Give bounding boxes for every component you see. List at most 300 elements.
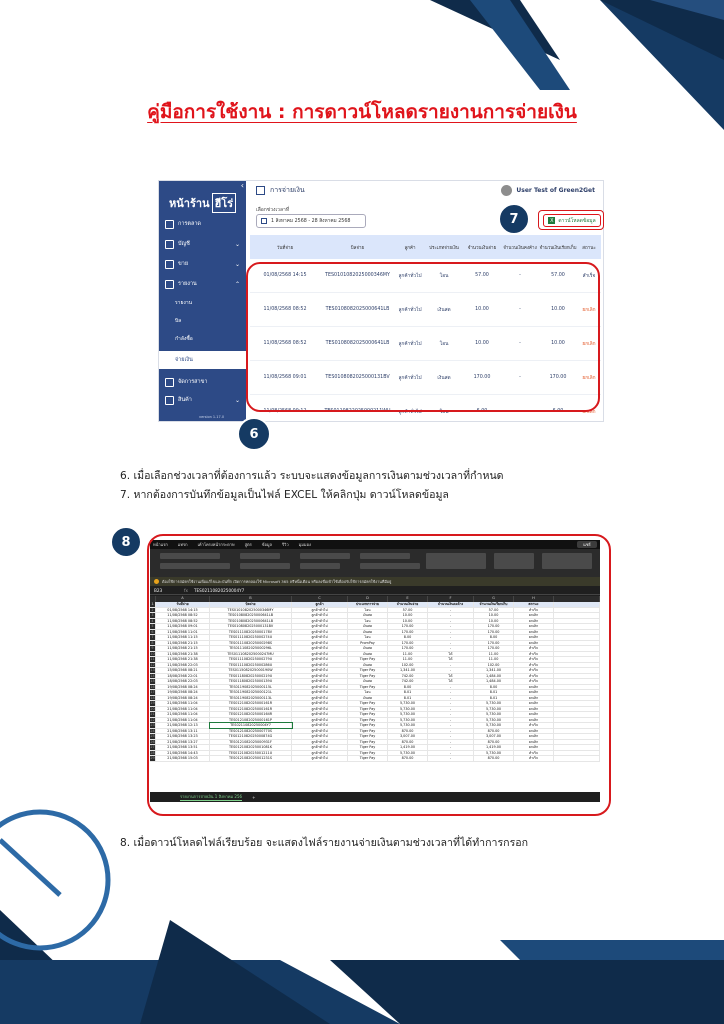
- sheet-cell[interactable]: -: [428, 740, 474, 745]
- sheet-cell[interactable]: ลูกค้าทั่วไป: [292, 734, 348, 739]
- sidebar-item-accounting[interactable]: บัญชี ⌄: [159, 233, 246, 255]
- sheet-cell[interactable]: 5,730.00: [388, 751, 428, 756]
- sheet-cell[interactable]: TES0121082025000161R: [210, 701, 292, 706]
- sheet-cell[interactable]: 11/08/2568 22:03: [156, 663, 210, 668]
- sheet-cell[interactable]: ลูกค้าทั่วไป: [292, 685, 348, 690]
- sheet-cell[interactable]: 870.00: [388, 729, 428, 734]
- sheet-cell[interactable]: 5,730.00: [388, 718, 428, 723]
- sheet-row[interactable]: 12 11/08/2568 22:03 TES0111082025000286U ลูกค้าทั่วไป เงินสด 102.00 - 102.00 สำเร็จ: [150, 663, 600, 669]
- sheet-cell[interactable]: TES0121082025001211U: [210, 751, 292, 756]
- sheet-cell[interactable]: 5,730.00: [388, 701, 428, 706]
- sheet-cell[interactable]: 11/08/2568 09:01: [156, 624, 210, 629]
- column-header[interactable]: จำนวนเงินเรียกเก็บ: [539, 245, 577, 251]
- sheet-cell[interactable]: ลูกค้าทั่วไป: [292, 740, 348, 745]
- sheet-cell[interactable]: ลูกค้าทั่วไป: [292, 696, 348, 701]
- sheet-cell[interactable]: ลูกค้าทั่วไป: [292, 630, 348, 635]
- sheet-cell[interactable]: 170.00: [474, 641, 514, 646]
- sheet-cell[interactable]: TES0121082025001081K: [210, 745, 292, 750]
- sheet-cell[interactable]: สำเร็จ: [514, 668, 554, 673]
- sheet-cell[interactable]: ลูกค้าทั่วไป: [292, 608, 348, 613]
- sheet-cell[interactable]: ยกเลิก: [514, 696, 554, 701]
- sheet-cell[interactable]: โอน: [348, 608, 388, 613]
- sheet-cell[interactable]: ยกเลิก: [514, 718, 554, 723]
- sheet-cell[interactable]: -: [428, 723, 474, 728]
- share-button[interactable]: แชร์: [577, 541, 597, 548]
- sheet-cell[interactable]: Tiger Pay: [348, 751, 388, 756]
- sheet-row[interactable]: 16 19/08/2568 08:24 TES0119082025000115L ลูกค้าทั่วไป Tiger Pay 8.00 - 8.00 ยกเลิก: [150, 685, 600, 691]
- sheet-cell[interactable]: -: [428, 630, 474, 635]
- sheet-cell[interactable]: 21/08/2568 11:04: [156, 718, 210, 723]
- sheet-cell[interactable]: ลูกค้าทั่วไป: [292, 674, 348, 679]
- sheet-row[interactable]: 10 11/08/2568 21:38 TES0111082025000247MU ลูกค้าทั่วไป เงินสด 11.00 ได้ 11.00 สำเร็จ: [150, 652, 600, 658]
- sidebar-item-marketing[interactable]: การตลาด: [159, 213, 246, 235]
- brand-logo: หน้าร้าน ฮีโร่: [169, 193, 236, 213]
- sheet-cell[interactable]: 5,730.00: [474, 701, 514, 706]
- sheet-cell[interactable]: Tiger Pay: [348, 723, 388, 728]
- sheet-row[interactable]: 25 21/08/2568 13:23 TES0121082025000874G ลูกค้าทั่วไป Tiger Pay 3,007.00 - 3,007.00 ยกเลิก: [150, 734, 600, 740]
- sheet-cell[interactable]: Tiger Pay: [348, 740, 388, 745]
- sheet-cell[interactable]: โอน: [348, 619, 388, 624]
- sheet-cell[interactable]: 11/08/2568 08:52: [156, 619, 210, 624]
- sheet-cell[interactable]: ยกเลิก: [514, 630, 554, 635]
- sheet-cell[interactable]: -: [428, 646, 474, 651]
- sheet-cell[interactable]: ลูกค้าทั่วไป: [292, 619, 348, 624]
- sheet-cell[interactable]: ยกเลิก: [514, 690, 554, 695]
- download-data-button[interactable]: X ดาวน์โหลดข้อมูล: [543, 214, 601, 227]
- sheet-cell[interactable]: 11.00: [388, 652, 428, 657]
- sheet-cell[interactable]: เงินสด: [348, 630, 388, 635]
- sheet-cell[interactable]: 5,730.00: [474, 707, 514, 712]
- page-title: คู่มือการใช้งาน : การดาวน์โหลดรายงานการจ่ายเงิน: [147, 101, 577, 123]
- sheet-cell[interactable]: 21/08/2568 13:11: [156, 729, 210, 734]
- sheet-cell[interactable]: ลูกค้าทั่วไป: [292, 756, 348, 761]
- sidebar-item-sales[interactable]: ขาย ⌄: [159, 253, 246, 275]
- sheet-cell[interactable]: -: [428, 624, 474, 629]
- sheet-cell[interactable]: เงินสด: [348, 663, 388, 668]
- sheet-cell[interactable]: 1,484.00: [474, 679, 514, 684]
- sheet-cell[interactable]: 8.01: [388, 690, 428, 695]
- sheet-cell[interactable]: 11/08/2568 21:15: [156, 646, 210, 651]
- sidebar-item-branches[interactable]: จัดการสาขา: [159, 371, 246, 393]
- sheet-cell[interactable]: 19/08/2568 08:24: [156, 685, 210, 690]
- sheet-cell[interactable]: สำเร็จ: [514, 657, 554, 662]
- sheet-cell[interactable]: สำเร็จ: [514, 608, 554, 613]
- sheet-cell[interactable]: 8.00: [388, 685, 428, 690]
- sheet-cell[interactable]: 10.00: [474, 613, 514, 618]
- sheet-row[interactable]: 8 11/08/2568 21:15 TES0111082025000298S ลูกค้าทั่วไป PromPay 170.00 - 170.00 ยกเลิก: [150, 641, 600, 647]
- sheet-cell[interactable]: ลูกค้าทั่วไป: [292, 718, 348, 723]
- sheet-cell[interactable]: ลูกค้าทั่วไป: [292, 751, 348, 756]
- sheet-cell[interactable]: TES0101082025000346MY: [210, 608, 292, 613]
- sheet-cell[interactable]: TES0108082025000641LB: [210, 619, 292, 624]
- sheet-cell[interactable]: 8.01: [474, 696, 514, 701]
- sheet-cell[interactable]: -: [428, 756, 474, 761]
- column-header[interactable]: จำนวนเงินจ่าย: [467, 245, 497, 251]
- sheet-row[interactable]: 20 21/08/2568 11:04 TES0121082025000161R ลูกค้าทั่วไป Tiger Pay 5,730.00 - 5,730.00 ยกเลิก: [150, 707, 600, 713]
- sheet-cell[interactable]: ยกเลิก: [514, 624, 554, 629]
- sheet-cell[interactable]: ลูกค้าทั่วไป: [292, 657, 348, 662]
- sheet-cell[interactable]: 8.00: [388, 635, 428, 640]
- sheet-cell[interactable]: TES0121082025000874G: [210, 734, 292, 739]
- sheet-cell[interactable]: 8.00: [474, 635, 514, 640]
- sheet-cell[interactable]: Tiger Pay: [348, 745, 388, 750]
- table-cell-status: สำเร็จ: [582, 273, 596, 279]
- sheet-cell[interactable]: TES0119082025000115L: [210, 685, 292, 690]
- table-cell-collect: 57.00: [551, 273, 565, 278]
- sheet-cell[interactable]: 170.00: [474, 624, 514, 629]
- sheet-cell[interactable]: 11.00: [474, 657, 514, 662]
- sheet-cell[interactable]: 10.00: [388, 619, 428, 624]
- sheet-row[interactable]: 21 21/08/2568 11:04 TES0121082025000164R ลูกค้าทั่วไป Tiger Pay 5,730.00 - 5,730.00 ยกเลิก: [150, 712, 600, 718]
- sheet-cell[interactable]: ลูกค้าทั่วไป: [292, 635, 348, 640]
- sheet-cell[interactable]: สำเร็จ: [514, 646, 554, 651]
- sheet-cell[interactable]: 170.00: [474, 630, 514, 635]
- sheet-cell[interactable]: 11/08/2568 21:15: [156, 641, 210, 646]
- sheet-row[interactable]: 19 21/08/2568 11:04 TES0121082025000161R ลูกค้าทั่วไป Tiger Pay 5,730.00 - 5,730.00 ยกเลิก: [150, 701, 600, 707]
- sheet-cell[interactable]: -: [428, 696, 474, 701]
- excel-menu-item[interactable]: ข้อมูล: [261, 542, 273, 547]
- sheet-cell[interactable]: TES0111082025000279U: [210, 657, 292, 662]
- sheet-cell[interactable]: TES0121082025000164R: [210, 712, 292, 717]
- sheet-cell[interactable]: -: [428, 707, 474, 712]
- sheet-cell[interactable]: TES0111082025000298S: [210, 641, 292, 646]
- sheet-row[interactable]: 24 21/08/2568 13:11 TES0121082025000770S ลูกค้าทั่วไป Tiger Pay 870.00 - 870.00 ยกเลิก: [150, 729, 600, 735]
- sheet-cell[interactable]: เงินสด: [348, 624, 388, 629]
- sheet-cell[interactable]: Tiger Pay: [348, 685, 388, 690]
- sheet-cell[interactable]: TES0121082025000770S: [210, 729, 292, 734]
- sheet-row[interactable]: 7 11/08/2568 11:15 TES0111082025000274U ลูกค้าทั่วไป โอน 8.00 - 8.00 ยกเลิก: [150, 635, 600, 641]
- sheet-cell[interactable]: 15/08/2568 08:21: [156, 668, 210, 673]
- sheet-cell[interactable]: PromPay: [348, 641, 388, 646]
- chevron-up-icon: ⌃: [234, 280, 240, 288]
- sheet-cell[interactable]: Tiger Pay: [348, 701, 388, 706]
- sheet-cell[interactable]: TES0111082025000286U: [210, 663, 292, 668]
- table-cell-date: 11/08/2568 09:12: [263, 409, 307, 414]
- sheet-cell[interactable]: -: [428, 751, 474, 756]
- sheet-cell[interactable]: 19/08/2568 08:24: [156, 690, 210, 695]
- sheet-cell[interactable]: 11.00: [474, 652, 514, 657]
- sheet-row[interactable]: 17 19/08/2568 08:24 TES0119082025000121L ลูกค้าทั่วไป โอน 8.01 - 8.01 ยกเลิก: [150, 690, 600, 696]
- sheet-cell[interactable]: Tiger Pay: [348, 668, 388, 673]
- sheet-cell[interactable]: -: [428, 690, 474, 695]
- sheet-cell[interactable]: 170.00: [388, 624, 428, 629]
- sheet-cell[interactable]: TES0111082025000296L: [210, 646, 292, 651]
- sheet-cell[interactable]: 57.00: [474, 608, 514, 613]
- sheet-row[interactable]: 2 01/08/2568 14:15 TES0101082025000346MY ลูกค้าทั่วไป โอน 57.00 - 57.00 สำเร็จ: [150, 608, 600, 614]
- excel-menu-item[interactable]: เค้าโครงหน้ากระดาษ: [197, 542, 235, 547]
- sheet-cell[interactable]: 170.00: [388, 630, 428, 635]
- table-cell-collect: 10.00: [551, 341, 565, 346]
- sheet-cell[interactable]: เงินสด: [348, 679, 388, 684]
- sheet-cell[interactable]: 1,341.00: [388, 668, 428, 673]
- sheet-cell[interactable]: 3,007.00: [388, 734, 428, 739]
- sheet-cell[interactable]: 102.00: [388, 663, 428, 668]
- sheet-cell[interactable]: 870.00: [474, 740, 514, 745]
- sheet-cell[interactable]: 870.00: [474, 729, 514, 734]
- sheet-row[interactable]: 9 11/08/2568 21:15 TES0111082025000296L ลูกค้าทั่วไป เงินสด 170.00 - 170.00 สำเร็จ: [150, 646, 600, 652]
- sheet-cell[interactable]: 170.00: [474, 646, 514, 651]
- column-header[interactable]: ประเภทจ่ายเงิน: [429, 245, 459, 251]
- table-cell-bill: TES0108082025000641LB: [325, 307, 390, 312]
- sidebar-item-reports[interactable]: รายงาน ⌃: [159, 273, 246, 295]
- sidebar-subitem-payments[interactable]: จ่ายเงิน: [159, 351, 246, 369]
- excel-menu-item[interactable]: หน้าแรก: [153, 542, 168, 547]
- sheet-cell[interactable]: ยกเลิก: [514, 613, 554, 618]
- sheet-cell[interactable]: 18/08/2568 22:03: [156, 679, 210, 684]
- sheet-row[interactable]: 27 21/08/2568 13:51 TES0121082025001081K ลูกค้าทั่วไป Tiger Pay 1,419.00 - 1,419.00 ยกเลิก: [150, 745, 600, 751]
- sheet-cell[interactable]: 21/08/2568 13:51: [156, 745, 210, 750]
- sheet-cell[interactable]: -: [428, 608, 474, 613]
- sheet-cell[interactable]: TES0121082025001231S: [210, 756, 292, 761]
- sheet-row[interactable]: 5 11/08/2568 09:01 TES0108082025000131BV ลูกค้าทั่วไป เงินสด 170.00 - 170.00 ยกเลิก: [150, 624, 600, 630]
- sheet-cell[interactable]: ลูกค้าทั่วไป: [292, 652, 348, 657]
- sheet-cell[interactable]: ได้: [428, 652, 474, 657]
- sheet-cell[interactable]: 8.00: [474, 685, 514, 690]
- sheet-cell[interactable]: ยกเลิก: [514, 619, 554, 624]
- sheet-cell[interactable]: 5,730.00: [474, 712, 514, 717]
- sheet-cell[interactable]: ลูกค้าทั่วไป: [292, 701, 348, 706]
- step-6-text: 6. เมื่อเลือกช่วงเวลาที่ต้องการแล้ว ระบบจะแสดงข้อมูลการเงินตามช่วงเวลาที่กำหนด: [120, 470, 504, 482]
- sheet-cell[interactable]: 5,730.00: [388, 707, 428, 712]
- sheet-row[interactable]: 4 11/08/2568 08:52 TES0108082025000641LB ลูกค้าทั่วไป โอน 10.00 - 10.00 ยกเลิก: [150, 619, 600, 625]
- sheet-cell[interactable]: TES0115082025000190W: [210, 668, 292, 673]
- sheet-cell[interactable]: 170.00: [388, 641, 428, 646]
- sheet-cell[interactable]: ลูกค้าทั่วไป: [292, 745, 348, 750]
- sheet-tab[interactable]: รายงานการจ่ายเงิน 1 สิงหาคม 256: [180, 794, 243, 799]
- sheet-row[interactable]: 3 11/08/2568 08:52 TES0108082025000641LB ลูกค้าทั่วไป เงินสด 10.00 - 10.00 ยกเลิก: [150, 613, 600, 619]
- sheet-cell[interactable]: 10.00: [474, 619, 514, 624]
- sheet-cell[interactable]: 5,730.00: [388, 712, 428, 717]
- sheet-cell[interactable]: สำเร็จ: [514, 756, 554, 761]
- sheet-cell[interactable]: Tiger Pay: [348, 712, 388, 717]
- user-menu[interactable]: User Test of Green2Get: [501, 185, 595, 196]
- sheet-cell[interactable]: ลูกค้าทั่วไป: [292, 663, 348, 668]
- sheet-cell[interactable]: 11/08/2568 11:15: [156, 635, 210, 640]
- sheet-cell[interactable]: -: [428, 613, 474, 618]
- column-header[interactable]: บิลจ่าย: [350, 245, 365, 251]
- excel-menu-item[interactable]: สูตร: [244, 542, 252, 547]
- sheet-cell[interactable]: 1,341.00: [474, 668, 514, 673]
- sheet-cell[interactable]: สำเร็จ: [514, 723, 554, 728]
- column-header[interactable]: ลูกค้า: [404, 245, 416, 251]
- sheet-cell[interactable]: ลูกค้าทั่วไป: [292, 712, 348, 717]
- sheet-cell[interactable]: TES0118082025000139U: [210, 679, 292, 684]
- chevron-down-icon: ⌄: [234, 260, 240, 268]
- sheet-cell[interactable]: สำเร็จ: [514, 679, 554, 684]
- sheet-cell[interactable]: ยกเลิก: [514, 685, 554, 690]
- sheet-row[interactable]: 28 21/08/2568 14:43 TES0121082025001211U ลูกค้าทั่วไป Tiger Pay 5,730.00 - 5,730.00 สำเร็จ: [150, 751, 600, 757]
- sheet-cell[interactable]: ลูกค้าทั่วไป: [292, 641, 348, 646]
- sheet-cell[interactable]: 870.00: [474, 756, 514, 761]
- step-8-text: 8. เมื่อดาวน์โหลดไฟล์เรียบร้อย จะแสดงไฟล์รายงานจ่ายเงินตามช่วงเวลาที่ได้ทำการกรอก: [120, 837, 529, 849]
- sheet-cell[interactable]: 102.00: [474, 663, 514, 668]
- sheet-cell[interactable]: TES0111082025000274U: [210, 635, 292, 640]
- sheet-row[interactable]: 29 21/08/2568 15:03 TES0121082025001231S ลูกค้าทั่วไป Tiger Pay 870.00 - 870.00 สำเร็จ: [150, 756, 600, 762]
- sheet-cell[interactable]: ลูกค้าทั่วไป: [292, 707, 348, 712]
- sheet-cell[interactable]: TES0121082025000161R: [210, 707, 292, 712]
- sheet-cell[interactable]: -: [428, 701, 474, 706]
- sheet-cell[interactable]: ลูกค้าทั่วไป: [292, 679, 348, 684]
- sheet-cell[interactable]: 11/08/2568 11:01: [156, 630, 210, 635]
- name-box[interactable]: B23: [154, 587, 163, 593]
- sheet-cell[interactable]: 21/08/2568 13:27: [156, 740, 210, 745]
- sheet-cell[interactable]: สำเร็จ: [514, 674, 554, 679]
- sheet-cell[interactable]: 11/08/2568 21:38: [156, 652, 210, 657]
- sheet-cell[interactable]: ยกเลิก: [514, 745, 554, 750]
- sidebar-subitem-reports[interactable]: รายงาน: [175, 300, 193, 306]
- sheet-cell[interactable]: ลูกค้าทั่วไป: [292, 690, 348, 695]
- sheet-cell[interactable]: Tiger Pay: [348, 657, 388, 662]
- date-range-picker[interactable]: 1 สิงหาคม 2568 - 28 สิงหาคม 2568: [256, 214, 366, 228]
- sheet-cell[interactable]: ลูกค้าทั่วไป: [292, 624, 348, 629]
- collapse-icon[interactable]: ‹: [240, 181, 244, 190]
- column-header[interactable]: วันที่จ่าย: [276, 245, 294, 251]
- formula-bar[interactable]: B23 fx TES02110820250004Y7: [150, 586, 600, 595]
- sheet-cell[interactable]: ยกเลิก: [514, 712, 554, 717]
- table-cell-customer: ลูกค้าทั่วไป: [398, 307, 422, 313]
- sheet-cell[interactable]: 01/08/2568 14:15: [156, 608, 210, 613]
- sheet-cell[interactable]: TES02110820250004Y7: [210, 723, 292, 728]
- sheet-cell[interactable]: 21/08/2568 11:04: [156, 712, 210, 717]
- sheet-cell[interactable]: 21/08/2568 13:23: [156, 734, 210, 739]
- sheet-cell[interactable]: 5,730.00: [388, 723, 428, 728]
- sidebar-subitem-purchase[interactable]: กำลังซื้อ: [175, 336, 193, 342]
- sheet-cell[interactable]: ลูกค้าทั่วไป: [292, 668, 348, 673]
- sheet-row[interactable]: 26 21/08/2568 13:27 TES0121082025000931F ลูกค้าทั่วไป Tiger Pay 870.00 - 870.00 ยกเลิก: [150, 740, 600, 746]
- sidebar-subitem-bills[interactable]: บิล: [175, 318, 182, 324]
- sheet-cell[interactable]: Tiger Pay: [348, 707, 388, 712]
- sheet-cell[interactable]: สำเร็จ: [514, 751, 554, 756]
- sheet-cell[interactable]: ยกเลิก: [514, 740, 554, 745]
- sheet-cell[interactable]: 3,007.00: [474, 734, 514, 739]
- sheet-cell[interactable]: โอน: [348, 635, 388, 640]
- sheet-cell[interactable]: -: [428, 685, 474, 690]
- sheet-cell[interactable]: 170.00: [388, 646, 428, 651]
- sheet-cell[interactable]: 21/08/2568 15:03: [156, 756, 210, 761]
- sheet-cell[interactable]: -: [428, 641, 474, 646]
- sheet-cell[interactable]: ยกเลิก: [514, 734, 554, 739]
- sheet-cell[interactable]: 21/08/2568 12:13: [156, 723, 210, 728]
- sheet-cell[interactable]: TES0118082025000219U: [210, 674, 292, 679]
- sheet-cell[interactable]: 19/08/2568 08:24: [156, 696, 210, 701]
- sheet-cell[interactable]: สำเร็จ: [514, 663, 554, 668]
- sheet-cell[interactable]: -: [428, 663, 474, 668]
- sheet-cell[interactable]: TES0121082025000931F: [210, 740, 292, 745]
- column-header[interactable]: จำนวนเงินคงค้าง: [503, 245, 537, 251]
- sheet-cell[interactable]: ได้: [428, 657, 474, 662]
- sheet-cell[interactable]: ลูกค้าทั่วไป: [292, 646, 348, 651]
- excel-menu-item[interactable]: รีวิว: [282, 542, 289, 547]
- sheet-cell[interactable]: 742.00: [388, 679, 428, 684]
- sheet-cell[interactable]: -: [428, 734, 474, 739]
- sheet-cell[interactable]: -: [428, 619, 474, 624]
- sheet-cell[interactable]: 21/08/2568 11:04: [156, 707, 210, 712]
- sheet-cell[interactable]: 742.00: [388, 674, 428, 679]
- sheet-cell[interactable]: ยกเลิก: [514, 701, 554, 706]
- sheet-cell[interactable]: Tiger Pay: [348, 756, 388, 761]
- sheet-cell[interactable]: เงินสด: [348, 652, 388, 657]
- sheet-cell[interactable]: TES0121082025000161P: [210, 718, 292, 723]
- column-header[interactable]: สถานะ: [582, 245, 596, 251]
- sheet-cell[interactable]: ลูกค้าทั่วไป: [292, 723, 348, 728]
- sheet-cell[interactable]: TES0119082025000113L: [210, 696, 292, 701]
- sheet-cell[interactable]: 5,730.00: [474, 751, 514, 756]
- sheet-row[interactable]: 14 18/08/2568 22:01 TES0118082025000219U ลูกค้าทั่วไป Tiger Pay 742.00 ได้ 1,484.00 สำเร็จ: [150, 674, 600, 680]
- sheet-cell[interactable]: ยกเลิก: [514, 641, 554, 646]
- sheet-cell[interactable]: TES0108082025000131BV: [210, 624, 292, 629]
- sheet-cell[interactable]: ยกเลิก: [514, 635, 554, 640]
- sheet-cell[interactable]: 11/08/2568 08:52: [156, 613, 210, 618]
- sheet-cell[interactable]: 18/08/2568 22:01: [156, 674, 210, 679]
- step-badge-6: 6: [237, 417, 271, 451]
- sheet-row[interactable]: 23 21/08/2568 12:13 TES02110820250004Y7 ลูกค้าทั่วไป Tiger Pay 5,730.00 - 5,730.00 สำเร็จ: [150, 723, 600, 729]
- sheet-cell[interactable]: -: [428, 635, 474, 640]
- sheet-cell[interactable]: -: [428, 668, 474, 673]
- sheet-row[interactable]: 6 11/08/2568 11:01 TES0111082025000178V ลูกค้าทั่วไป เงินสด 170.00 - 170.00 ยกเลิก: [150, 630, 600, 636]
- sheet-cell[interactable]: TES0111082025000247MU: [210, 652, 292, 657]
- sheet-cell[interactable]: 1,419.00: [474, 745, 514, 750]
- sheet-cell[interactable]: TES0119082025000121L: [210, 690, 292, 695]
- sheet-cell[interactable]: โอน: [348, 690, 388, 695]
- sheet-cell[interactable]: TES0111082025000178V: [210, 630, 292, 635]
- sheet-cell[interactable]: ลูกค้าทั่วไป: [292, 613, 348, 618]
- sheet-cell[interactable]: เงินสด: [348, 696, 388, 701]
- sheet-cell[interactable]: -: [428, 718, 474, 723]
- sheet-cell[interactable]: 1,419.00: [388, 745, 428, 750]
- avatar: [501, 185, 512, 196]
- sheet-cell[interactable]: -: [428, 712, 474, 717]
- sheet-cell[interactable]: ยกเลิก: [514, 707, 554, 712]
- sheet-cell[interactable]: ได้: [428, 674, 474, 679]
- sheet-cell[interactable]: เงินสด: [348, 646, 388, 651]
- sheet-row[interactable]: 15 18/08/2568 22:03 TES0118082025000139U ลูกค้าทั่วไป เงินสด 742.00 ได้ 1,484.00 สำเร็จ: [150, 679, 600, 685]
- sheet-cell[interactable]: ได้: [428, 679, 474, 684]
- sheet-cell[interactable]: 21/08/2568 11:04: [156, 701, 210, 706]
- sheet-cell[interactable]: 8.01: [474, 690, 514, 695]
- sheet-cell[interactable]: Tiger Pay: [348, 734, 388, 739]
- sheet-cell[interactable]: Tiger Pay: [348, 718, 388, 723]
- sheet-row[interactable]: 18 19/08/2568 08:24 TES0119082025000113L ลูกค้าทั่วไป เงินสด 8.01 - 8.01 ยกเลิก: [150, 696, 600, 702]
- sheet-cell[interactable]: เงินสด: [348, 613, 388, 618]
- sheet-cell[interactable]: 5,730.00: [474, 718, 514, 723]
- sheet-cell[interactable]: 870.00: [388, 756, 428, 761]
- sheet-cell[interactable]: ลูกค้าทั่วไป: [292, 729, 348, 734]
- sheet-cell[interactable]: TES0108082025000641LB: [210, 613, 292, 618]
- sheet-cell[interactable]: สำเร็จ: [514, 652, 554, 657]
- sheet-row[interactable]: 11 11/08/2568 21:38 TES0111082025000279U ลูกค้าทั่วไป Tiger Pay 11.00 ได้ 11.00 สำเร็จ: [150, 657, 600, 663]
- sheet-cell[interactable]: 10.00: [388, 613, 428, 618]
- sheet-cell[interactable]: -: [428, 745, 474, 750]
- excel-menu-item[interactable]: แทรก: [177, 542, 188, 547]
- sheet-cell[interactable]: -: [428, 729, 474, 734]
- sheet-cell[interactable]: 5,730.00: [474, 723, 514, 728]
- sheet-cell[interactable]: ยกเลิก: [514, 729, 554, 734]
- sheet-cell[interactable]: 11.00: [388, 657, 428, 662]
- sheet-cell[interactable]: 21/08/2568 14:43: [156, 751, 210, 756]
- sheet-row[interactable]: 22 21/08/2568 11:04 TES0121082025000161P ลูกค้าทั่วไป Tiger Pay 5,730.00 - 5,730.00 ยกเลิก: [150, 718, 600, 724]
- sheet-cell[interactable]: 870.00: [388, 740, 428, 745]
- sheet-cell[interactable]: 11/08/2568 21:38: [156, 657, 210, 662]
- sheet-cell[interactable]: Tiger Pay: [348, 674, 388, 679]
- sheet-cell[interactable]: 57.00: [388, 608, 428, 613]
- sheet-cell[interactable]: Tiger Pay: [348, 729, 388, 734]
- sheet-row[interactable]: 13 15/08/2568 08:21 TES0115082025000190W ลูกค้าทั่วไป Tiger Pay 1,341.00 - 1,341.00 สำเร็จ: [150, 668, 600, 674]
- sheet-cell[interactable]: 8.01: [388, 696, 428, 701]
- formula-value[interactable]: TES02110820250004Y7: [193, 587, 245, 593]
- sidebar-item-products[interactable]: สินค้า ⌄: [159, 389, 246, 411]
- excel-menu-item[interactable]: มุมมอง: [298, 542, 311, 547]
- sheet-cell[interactable]: 1,484.00: [474, 674, 514, 679]
